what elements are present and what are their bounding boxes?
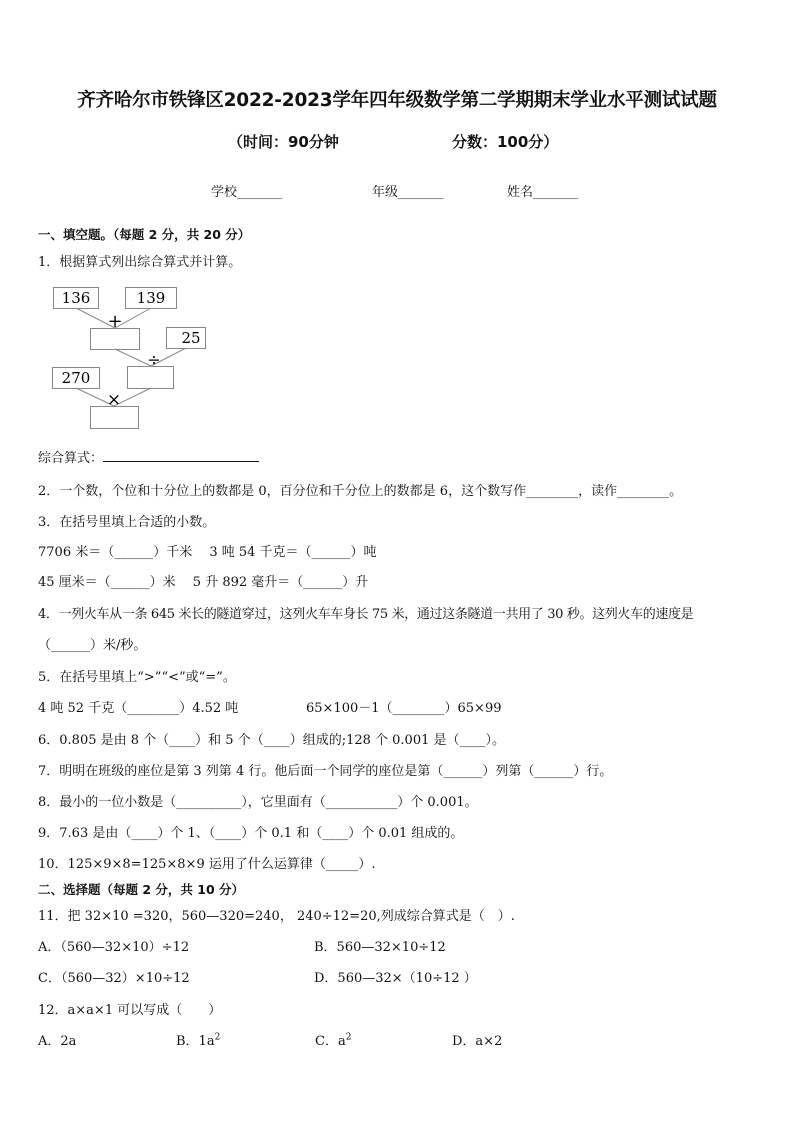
question-11-option-d[interactable]: D．560—32×（10÷12 ） [314, 971, 477, 986]
question-9: 9．7.63 是由（____）个 1、（____）个 0.1 和（____）个 0.01 组成的。 [38, 826, 464, 841]
option-c-text: C．a [315, 1034, 346, 1049]
grade-field[interactable]: 年级_______ [372, 185, 444, 200]
question-7: 7．明明在班级的座位是第 3 列第 4 行。他后面一个同学的座位是第（______）列第（______）行。 [38, 764, 613, 779]
question-4-cont: （______）米/秒。 [38, 638, 147, 653]
option-c-exponent: 2 [345, 1032, 352, 1043]
question-6: 6．0.805 是由 8 个（____）和 5 个（____）组成的;128 个 0.001 是（____）。 [38, 733, 505, 748]
times-sign: × [106, 390, 122, 410]
question-11-option-b[interactable]: B．560—32×10÷12 [314, 940, 446, 955]
page-title: 齐齐哈尔市铁锋区2022-2023学年四年级数学第二学期期末学业水平测试试题 [77, 90, 717, 111]
question-12-option-a[interactable]: A．2a [38, 1034, 77, 1049]
section-1-heading: 一、填空题。（每题 2 分，共 20 分） [38, 227, 251, 242]
question-1: 1．根据算式列出综合算式并计算。 [38, 255, 242, 270]
question-10: 10．125×9×8=125×8×9 运用了什么运算律（_____）. [38, 857, 376, 872]
question-11-option-c[interactable]: C．（560—32）×10÷12 [38, 971, 190, 986]
option-b-exponent: 2 [214, 1032, 221, 1043]
question-5a: 4 吨 52 千克（________）4.52 吨 [38, 701, 239, 716]
question-3b: 45 厘米＝（______）米 5 升 892 毫升＝（______）升 [38, 575, 369, 590]
answer-label: 综合算式： [38, 451, 104, 466]
name-field[interactable]: 姓名_______ [507, 185, 579, 200]
question-5: 5．在括号里填上“>”“<”或“=”。 [38, 670, 236, 685]
number-136: 136 [61, 289, 91, 307]
question-1-answer [38, 447, 259, 466]
question-12-option-b[interactable] [176, 1030, 220, 1049]
number-139: 139 [136, 289, 166, 307]
question-11: 11．把 32×10 =320，560—320=240， 240÷12=20,列成综合算式是（ ）. [38, 909, 515, 924]
number-270: 270 [61, 369, 91, 387]
question-3a: 7706 米＝（______）千米 3 吨 54 千克＝（______）吨 [38, 545, 377, 560]
question-12-option-c[interactable] [315, 1030, 351, 1049]
number-25: 25 [181, 329, 201, 347]
answer-blank[interactable] [103, 449, 259, 462]
question-8: 8．最小的一位小数是（__________），它里面有（___________）个 0.001。 [38, 795, 478, 810]
calculation-diagram [48, 284, 201, 434]
exam-time: （时间：90分钟 [228, 133, 339, 151]
question-12-option-d[interactable]: D．a×2 [452, 1034, 503, 1049]
exam-score: 分数：100分） [452, 133, 559, 151]
school-field[interactable]: 学校_______ [211, 185, 283, 200]
option-b-text: B．1a [176, 1034, 215, 1049]
question-5b: 65×100－1（________）65×99 [306, 701, 502, 716]
question-2: 2．一个数，个位和十分位上的数都是 0，百分位和千分位上的数都是 6，这个数写作________，读作________。 [38, 484, 683, 499]
plus-sign: + [107, 311, 123, 332]
question-4: 4．一列火车从一条 645 米长的隧道穿过，这列火车车身长 75 米，通过这条隧道一共用了 30 秒。这列火车的速度是 [38, 607, 694, 622]
divide-sign: ÷ [147, 350, 161, 369]
section-2-heading: 二、选择题（每题 2 分，共 10 分） [38, 882, 245, 897]
question-12: 12．a×a×1 可以写成（ ） [38, 1003, 222, 1018]
question-3: 3．在括号里填上合适的小数。 [38, 515, 216, 530]
box-quotient[interactable] [128, 367, 174, 389]
question-11-option-a[interactable]: A．（560—32×10）÷12 [38, 940, 190, 955]
